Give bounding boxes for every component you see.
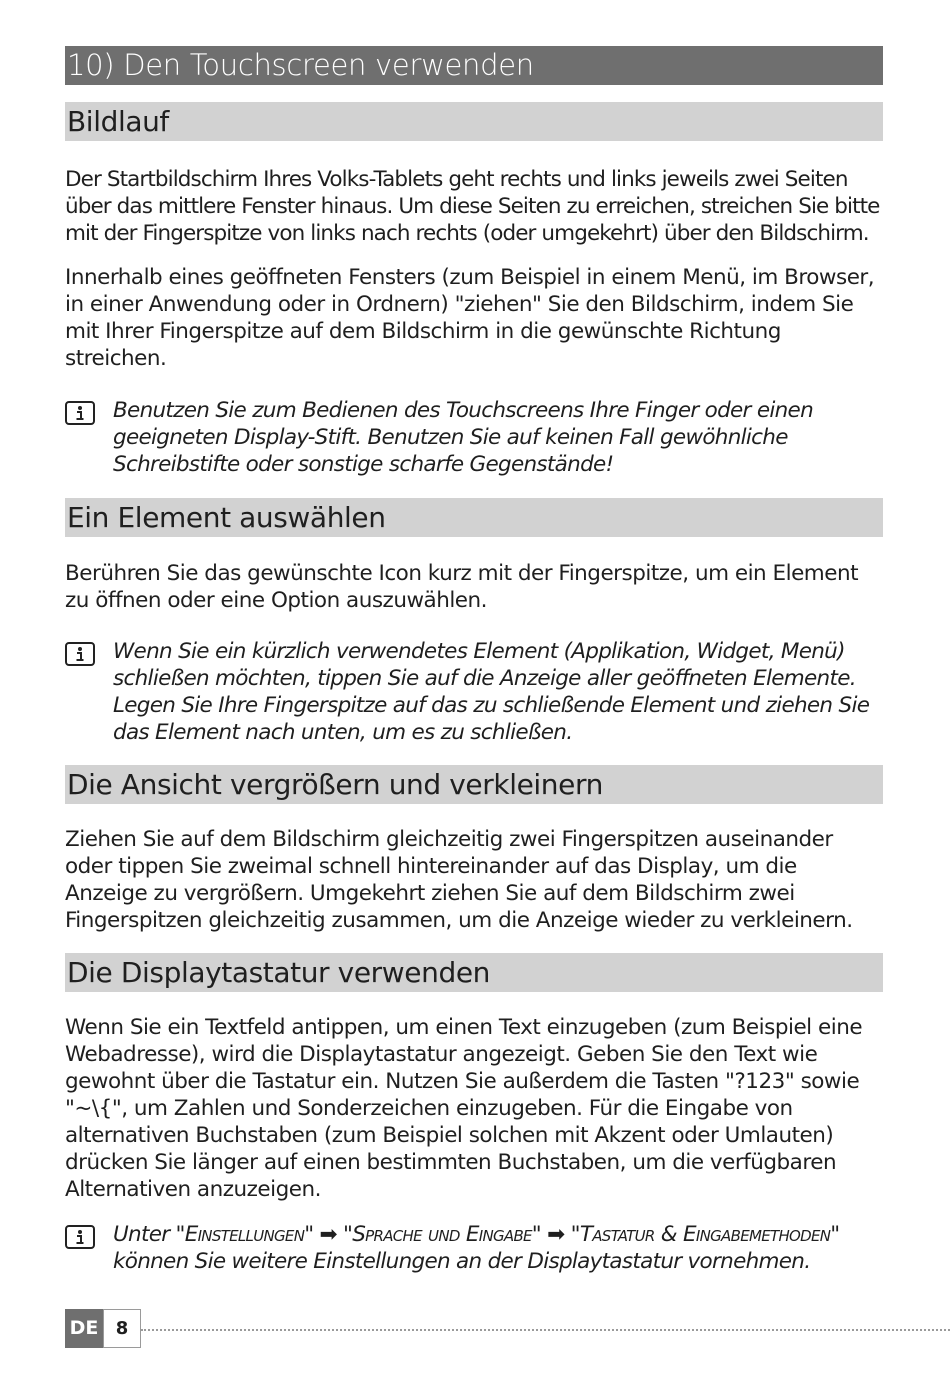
menu-path-tastatur: "Tastatur & Eingabemethoden" — [570, 1222, 840, 1247]
note-tastatur — [65, 1221, 885, 1277]
note-text: Benutzen Sie zum Bedienen des Touchscreens Ihre Finger oder einen geeigneten Display-Stift. Benutzen Sie auf keinen Fall gewöhnliche Schreibstifte oder sonstige scharfe Gegenstände! — [113, 398, 814, 477]
note-prefix: Unter — [113, 1222, 176, 1247]
page-number: 8 — [103, 1309, 141, 1348]
menu-path-einstellungen: "Einstellungen" — [175, 1222, 314, 1247]
section-heading-tastatur: Die Displaytastatur verwenden — [65, 953, 883, 992]
note-text: Wenn Sie ein kürzlich verwendetes Element (Applikation, Widget, Menü) schließen möchten, tippen Sie auf die Anzeige aller geöffneten Elemente. Legen Sie Ihre Fingerspitze auf das zu schließende Element und ziehen Sie das Element nach unten, um es zu schließen. — [113, 639, 870, 745]
footer-divider — [141, 1329, 950, 1331]
paragraph-tastatur-1: Wenn Sie ein Textfeld antippen, um einen Text einzugeben (zum Beispiel eine Webadresse), wird die Displaytastatur angezeigt. Geben Sie den Text wie gewohnt über die Tastatur ein. Nutzen Sie außerdem die Tasten "?123" sowie "~\{", um Zahlen und Sonderzeichen einzugeben. Für die Eingabe von alternativen Buchstaben (zum Beispiel solchen mit Akzent oder Umlauten) drücken Sie länger auf einen bestimmten Buchstaben, um die verfügbaren Alternativen anzuzeigen. — [65, 1015, 863, 1202]
info-icon — [65, 642, 95, 666]
paragraph-auswaehlen-1: Berühren Sie das gewünschte Icon kurz mit der Fingerspitze, um ein Element zu öffnen oder eine Option auszuwählen. — [65, 561, 859, 613]
arrow-right-icon: ➡ — [319, 1222, 337, 1247]
note-auswaehlen — [65, 638, 885, 748]
paragraph-bildlauf-1: Der Startbildschirm Ihres Volks-Tablets geht rechts und links jeweils zwei Seiten über das mittlere Fenster hinaus. Um diese Seiten zu erreichen, streichen Sie bitte mit der Fingerspitze von links nach rechts (oder umgekehrt) über den Bildschirm. — [65, 167, 880, 246]
info-icon — [65, 1225, 95, 1249]
section-heading-zoom: Die Ansicht vergrößern und verkleinern — [65, 765, 883, 804]
language-badge: DE — [65, 1309, 103, 1348]
menu-path-sprache: "Sprache und Eingabe" — [343, 1222, 542, 1247]
info-icon — [65, 401, 95, 425]
section-heading-bildlauf: Bildlauf — [65, 102, 883, 141]
note-text — [113, 1221, 883, 1275]
arrow-right-icon: ➡ — [547, 1222, 565, 1247]
note-bildlauf — [65, 397, 885, 481]
section-heading-auswaehlen: Ein Element auswählen — [65, 498, 883, 537]
note-suffix: können Sie weitere Einstellungen an der Displaytastatur vornehmen. — [113, 1249, 811, 1274]
paragraph-zoom-1: Ziehen Sie auf dem Bildschirm gleichzeitig zwei Fingerspitzen auseinander oder tippen Sie zweimal schnell hintereinander auf das Display, um die Anzeige zu vergrößern. Umgekehrt ziehen Sie auf dem Bildschirm zwei Fingerspitzen gleichzeitig zusammen, um die Anzeige wieder zu verkleinern. — [65, 827, 853, 933]
chapter-title: 10) Den Touchscreen verwenden — [65, 46, 883, 85]
paragraph-bildlauf-2: Innerhalb eines geöffneten Fensters (zum Beispiel in einem Menü, im Browser, in einer Anwendung oder in Ordnern) "ziehen" Sie den Bildschirm, indem Sie mit Ihrer Fingerspitze auf dem Bildschirm in die gewünschte Richtung streichen. — [65, 265, 875, 371]
